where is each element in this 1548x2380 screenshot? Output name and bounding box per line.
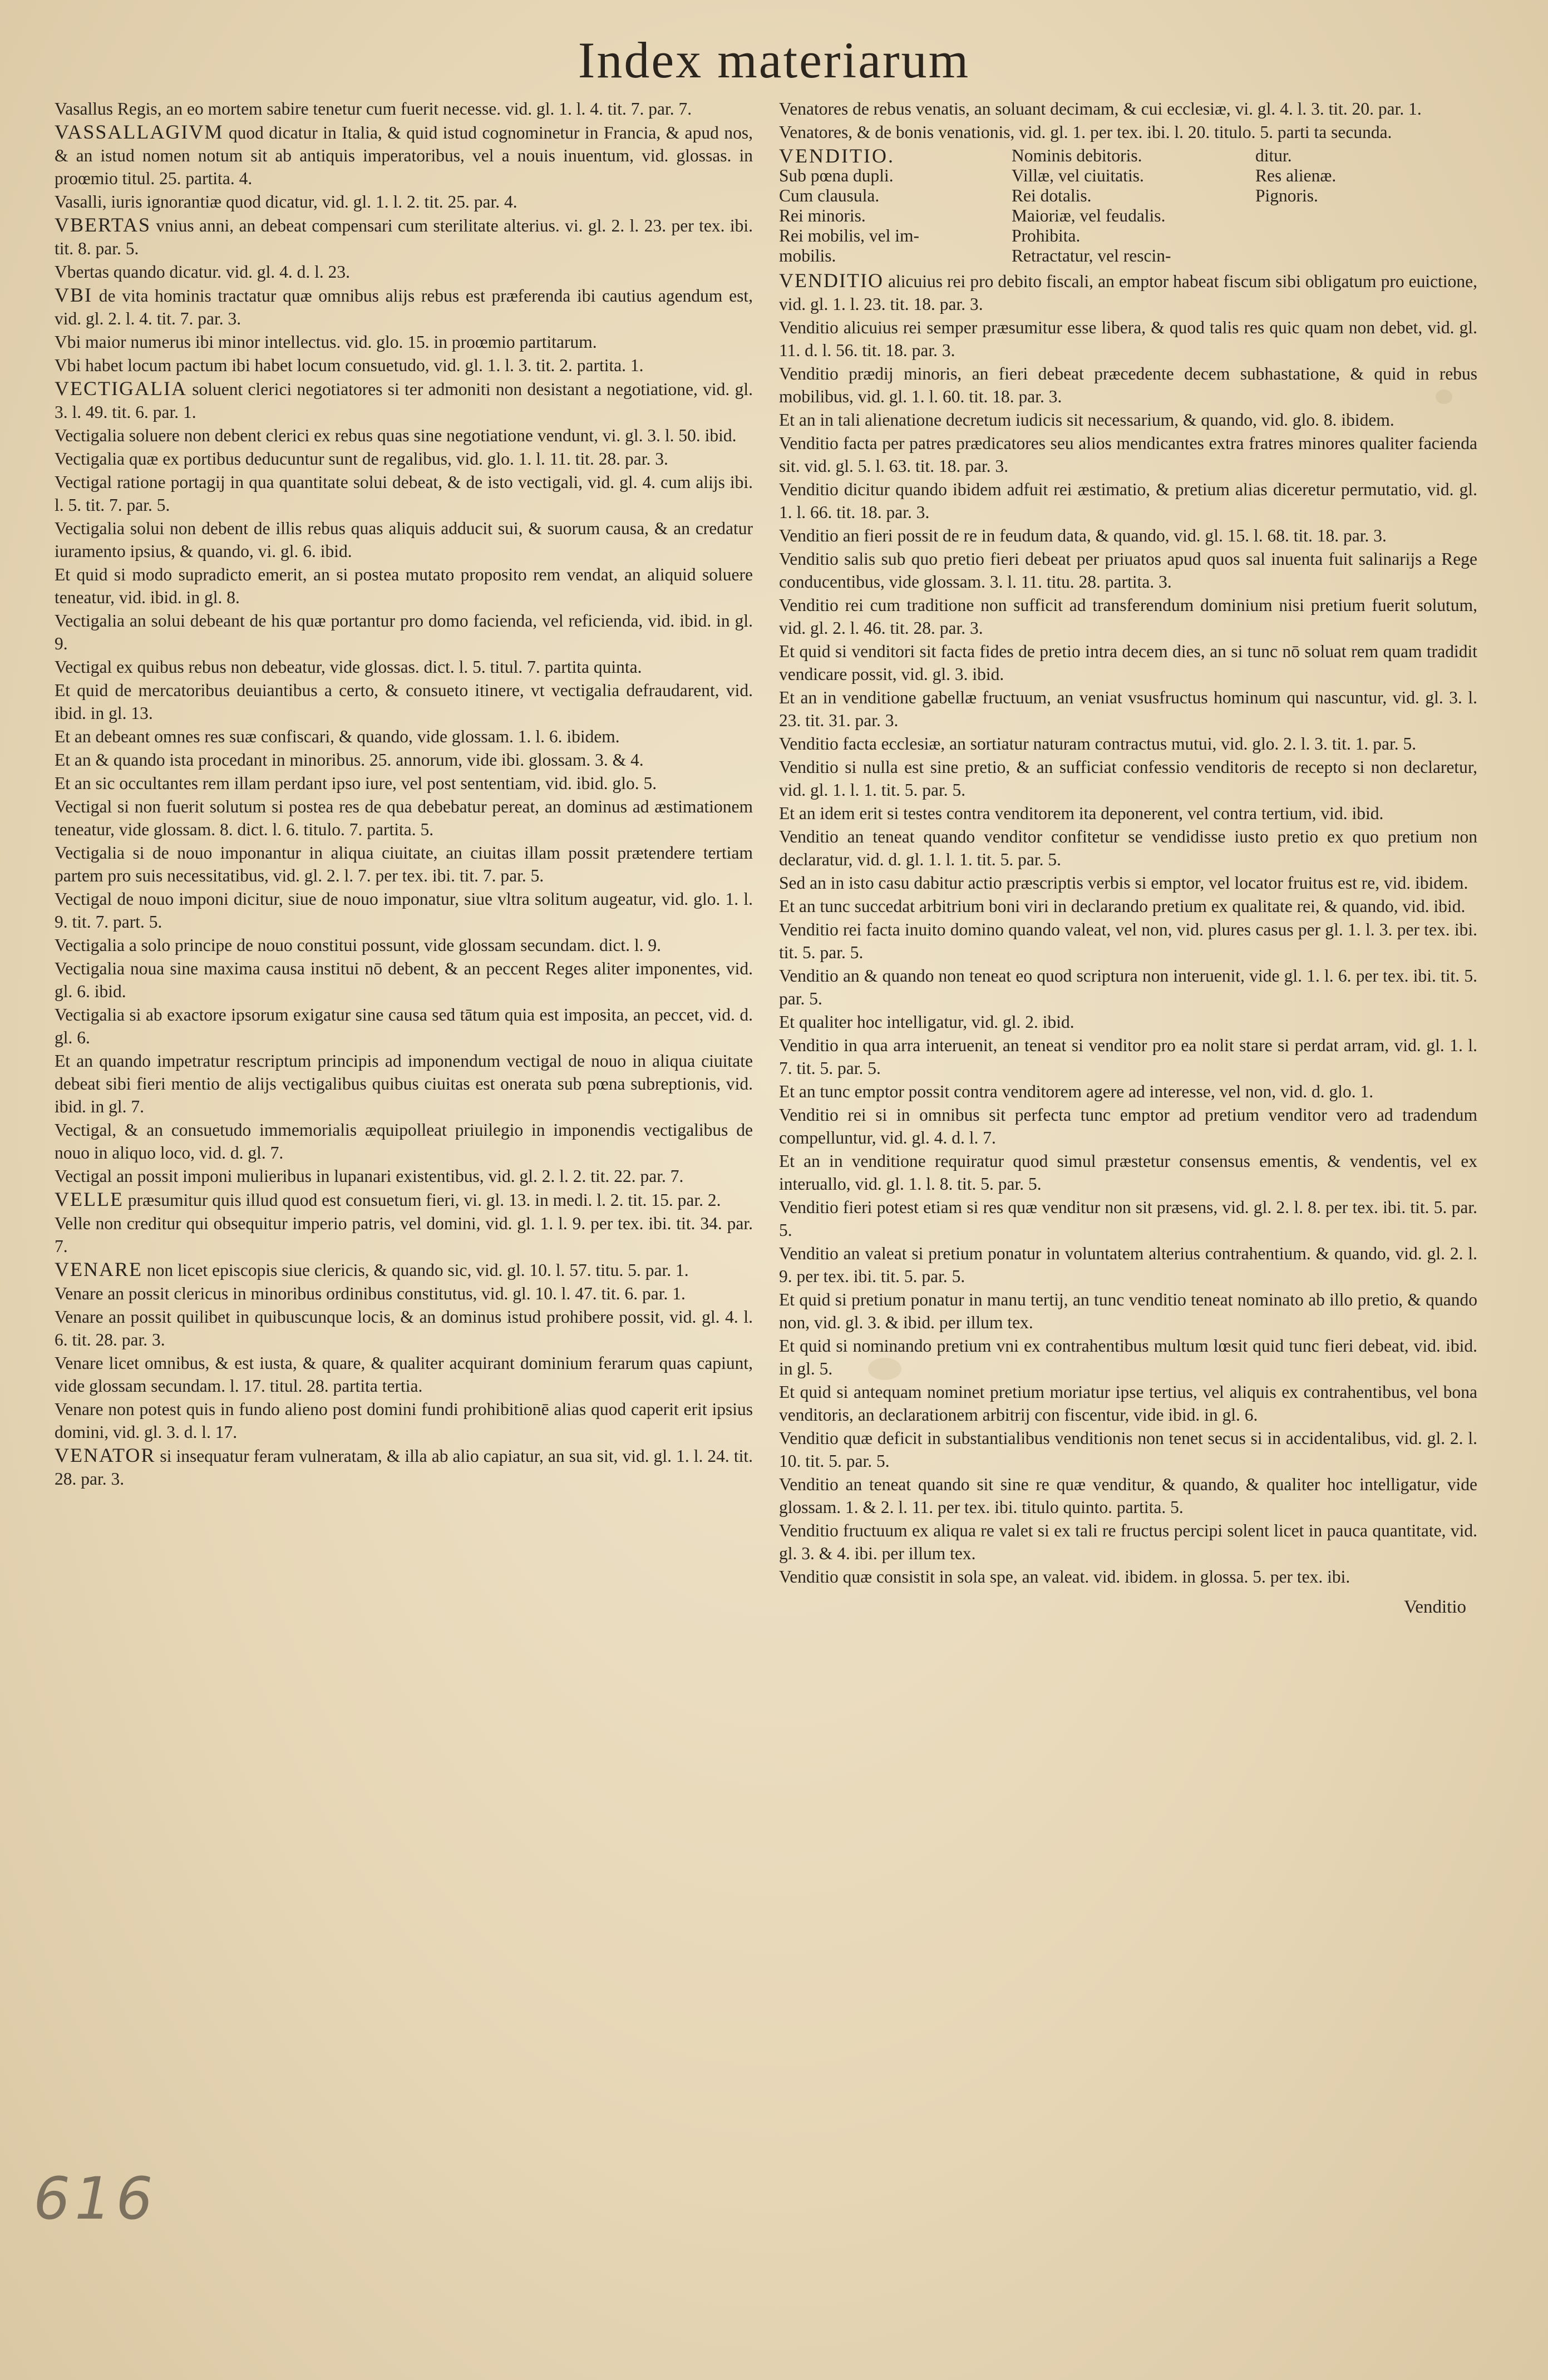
entry-text: Et an quando impetratur rescriptum principis ad imponendum vectigal de nouo in aliqua ciuitate debeat sibi fieri mentio de alijs vectigalibus quibus ciuitas est onerata sub pœna subreptionis, vid. ibid. in gl. 7.: [55, 1051, 753, 1116]
entry-text: Venare an possit quilibet in quibuscunque locis, & an dominus istud prohibere possit, vid. gl. 4. l. 6. tit. 28. par. 3.: [55, 1307, 753, 1349]
entry-text: Venditio an teneat quando venditor confitetur se vendidisse iusto pretio ex quo pretium non declaratur, vid. d. gl. 1. l. 1. tit. 5. par. 5.: [779, 827, 1477, 869]
index-entry: [779, 825, 1477, 871]
index-entry: [779, 1103, 1477, 1149]
entry-text: Vectigal ex quibus rebus non debeatur, vide glossas. dict. l. 5. titul. 7. partita quinta.: [55, 657, 642, 677]
index-entry: [779, 1381, 1477, 1426]
entry-text: Vectigal ratione portagij in qua quantitate solui debeat, & de isto vectigali, vid. gl. 4. cum alijs ibi. l. 5. tit. 7. par. 5.: [55, 472, 753, 515]
entry-text: Venare non potest quis in fundo alieno post domini fundi prohibitionē alias quod caperit erit ipsius domini, vid. gl. 3. d. l. 17.: [55, 1400, 753, 1442]
index-entry: [55, 517, 753, 563]
entry-text: Vectigalia si ab exactore ipsorum exigatur sine causa sed tātum quia est imposita, an peccet, vid. d. gl. 6.: [55, 1005, 753, 1047]
index-entry: [55, 214, 753, 260]
right-column-entries: [779, 269, 1477, 1588]
index-entry: [779, 1427, 1477, 1472]
entry-text: Velle non creditur qui obsequitur imperio patris, vel domini, vid. gl. 1. l. 9. per tex. ibi. tit. 34. par. 7.: [55, 1214, 753, 1256]
venditio-type-cell: Pignoris.: [1255, 186, 1318, 205]
index-entry: [55, 725, 753, 748]
entry-text: Venditio salis sub quo pretio fieri debeat per priuatos apud quos sal inuenta fuit salinarijs a Rege conducentibus, vide glossam. 3. l. 11. titu. 28. partita. 3.: [779, 549, 1477, 592]
index-entry: [779, 1473, 1477, 1519]
entry-text: Et an in venditione requiratur quod simul præstetur consensus ementis, & vendentis, vel ex interuallo, vid. gl. 1. l. 8. tit. 5. par. 5.: [779, 1151, 1477, 1194]
index-entry: [779, 1034, 1477, 1080]
index-entry: [55, 1212, 753, 1258]
left-column: [55, 97, 753, 1491]
index-entry: [55, 1305, 753, 1351]
entry-headword: VENDITIO: [779, 269, 884, 292]
index-entry: [779, 1519, 1477, 1565]
venditio-type-cell: mobilis.: [779, 246, 836, 265]
entry-text: Et quid si modo supradicto emerit, an si postea mutato proposito rem vendat, an aliquid soluere teneatur, vid. ibid. in gl. 8.: [55, 565, 753, 607]
index-entry: [55, 656, 753, 678]
entry-text: Venditio an teneat quando sit sine re quæ venditur, & quando, & qualiter hoc intelligatur, vide glossam. 1. & 2. l. 11. per tex. ibi. titulo quinto. partita. 5.: [779, 1475, 1477, 1517]
index-entry: [55, 563, 753, 609]
index-entry: [55, 957, 753, 1003]
venditio-type-cell: Nominis debitoris.: [1012, 146, 1142, 165]
entry-text: Et quid si pretium ponatur in manu tertij, an tunc venditio teneat nominato ab illo pretio, & quando non, vid. gl. 3. & ibid. per illum tex.: [779, 1290, 1477, 1332]
entry-text: Vbi maior numerus ibi minor intellectus. vid. glo. 15. in proœmio partitarum.: [55, 332, 597, 352]
entry-text: Vectigalia solui non debent de illis rebus quas aliquis adducit sui, & suorum causa, & an credatur iuramento ipsius, & quando, vi. gl. 6. ibid.: [55, 519, 753, 561]
index-entry: [55, 1352, 753, 1397]
index-entry: [55, 1003, 753, 1049]
index-entry: [55, 121, 753, 190]
entry-text: Venditio an valeat si pretium ponatur in voluntatem alterius contrahentium. & quando, vid. gl. 2. l. 9. per tex. ibi. tit. 5. par. 5.: [779, 1244, 1477, 1286]
entry-text: Venditio si nulla est sine pretio, & an sufficiat confessio venditoris de recepto si non declaretur, vid. gl. 1. l. 1. tit. 5. par. 5.: [779, 757, 1477, 800]
entry-text: soluent clerici negotiatores si ter admoniti non desistant a negotiatione, vid. gl. 3. l. 49. tit. 6. par. 1.: [55, 380, 753, 422]
index-entry: [55, 1282, 753, 1305]
index-entry: [55, 1049, 753, 1118]
index-entry: [779, 1242, 1477, 1288]
venditio-type-cell: Rei minoris.: [779, 206, 866, 225]
handwritten-folio-number: 616: [33, 2165, 157, 2233]
index-entry: [55, 772, 753, 795]
entry-text: quod dicatur in Italia, & quid istud cognominetur in Francia, & apud nos, & an istud nomen notum sit ab antiquis imperatoribus, vel a nouis inuentum, vid. glossas. in proœmio titul. 25. partita. 4.: [55, 123, 753, 188]
entry-text: Venditio alicuius rei semper præsumitur esse libera, & quod talis res quic quam non debet, vid. gl. 11. d. l. 56. tit. 18. par. 3.: [779, 318, 1477, 360]
entry-text: Et an idem erit si testes contra venditorem ita deponerent, vel contra tertium, vid. ibid.: [779, 804, 1384, 823]
entry-text: Et quid si nominando pretium vni ex contrahentibus multum lœsit quid tunc fieri debeat, vid. ibid. in gl. 5.: [779, 1336, 1477, 1378]
entry-text: Venditio quæ deficit in substantialibus venditionis non tenet secus si in accidentalibus, vid. gl. 2. l. 10. tit. 5. par. 5.: [779, 1428, 1477, 1471]
index-entry: [55, 1258, 753, 1282]
page-title: Index materiarum: [578, 32, 970, 88]
entry-headword: VELLE: [55, 1188, 124, 1210]
index-entry: [779, 895, 1477, 918]
venditio-type-cell: Prohibita.: [1012, 226, 1081, 245]
entry-text: Et an in tali alienatione decretum iudicis sit necessarium, & quando, vid. glo. 8. ibidem.: [779, 410, 1394, 430]
entry-text: si insequatur feram vulneratam, & illa ab alio capiatur, an sua sit, vid. gl. 1. l. 24. tit. 28. par. 3.: [55, 1446, 753, 1489]
index-entry: [55, 377, 753, 423]
index-entry: [779, 524, 1477, 547]
index-entry: [779, 1150, 1477, 1195]
entry-text: Vectigalia a solo principe de nouo constitui possunt, vide glossam secundam. dict. l. 9.: [55, 935, 662, 955]
index-entry: [55, 284, 753, 330]
venditio-type-cell: Villæ, vel ciuitatis.: [1012, 166, 1144, 185]
index-entry: [55, 748, 753, 771]
index-entry: [779, 964, 1477, 1010]
entry-text: Vasalli, iuris ignorantiæ quod dicatur, vid. gl. 1. l. 2. tit. 25. par. 4.: [55, 192, 517, 211]
entry-text: Vbi habet locum pactum ibi habet locum consuetudo, vid. gl. 1. l. 3. tit. 2. partita. 1.: [55, 356, 644, 375]
entry-text: Et an in venditione gabellæ fructuum, an veniat vsusfructus hominum qui nascuntur, vid. gl. 3. l. 23. tit. 31. par. 3.: [779, 688, 1477, 730]
index-entry: [55, 888, 753, 933]
right-column-top-entries: [779, 97, 1477, 144]
entry-text: Vbertas quando dicatur. vid. gl. 4. d. l. 23.: [55, 262, 351, 282]
entry-text: Et an tunc succedat arbitrium boni viri in declarando pretium ex qualitate rei, & quando, vid. ibid.: [779, 896, 1466, 916]
index-entry: [55, 97, 753, 120]
entry-text: Venditio an fieri possit de re in feudum data, & quando, vid. gl. 15. l. 68. tit. 18. par. 3.: [779, 526, 1387, 545]
entry-text: Et an sic occultantes rem illam perdant ipso iure, vel post sententiam, vid. ibid. glo. 5.: [55, 773, 657, 793]
index-entry: [55, 354, 753, 377]
entry-text: Vectigalia an solui debeant de his quæ portantur pro domo facienda, vel reficienda, vid. ibid. in gl. 9.: [55, 611, 753, 653]
entry-text: Venare an possit clericus in minoribus ordinibus constitutus, vid. gl. 10. l. 47. tit. 6. par. 1.: [55, 1284, 686, 1303]
index-entry: [55, 447, 753, 470]
entry-text: Vectigal si non fuerit solutum si postea res de qua debebatur pereat, an dominus ad æstimationem teneatur, vide glossam. 8. dict. l. 6. titulo. 7. partita. 5.: [55, 797, 753, 839]
venditio-type-cell: [1255, 246, 1478, 266]
entry-headword: VENARE: [55, 1258, 142, 1280]
entry-headword: VBERTAS: [55, 214, 151, 236]
venditio-type-cell: Retractatur, vel rescin-: [1012, 246, 1171, 265]
venditio-type-cell: Sub pœna dupli.: [779, 166, 894, 185]
index-entry: [779, 269, 1477, 316]
entry-text: Et qualiter hoc intelligatur, vid. gl. 2. ibid.: [779, 1012, 1074, 1032]
entry-text: non licet episcopis siue clericis, & quando sic, vid. gl. 10. l. 57. titu. 5. par. 1.: [142, 1260, 689, 1280]
entry-text: Vectigal, & an consuetudo immemorialis æquipolleat priuilegio in imponendis vectigalibus de nouo in aliquo loco, vid. d. gl. 7.: [55, 1120, 753, 1162]
entry-text: Venditio fieri potest etiam si res quæ venditur non sit præsens, vid. gl. 2. l. 8. per tex. ibi. tit. 5. par. 5.: [779, 1198, 1477, 1240]
venditio-type-cell: ditur.: [1255, 146, 1292, 165]
venditio-type-cell: [1255, 206, 1478, 226]
venditio-type-cell: Cum clausula.: [779, 186, 880, 205]
entry-text: Venare licet omnibus, & est iusta, & quare, & qualiter acquirant dominium ferarum quas capiunt, vide glossam secundam. l. 17. titul. 28. partita tertia.: [55, 1353, 753, 1396]
entry-text: Vectigal de nouo imponi dicitur, siue de nouo imponatur, siue vltra solitum augeatur, vid. glo. 1. l. 9. tit. 7. part. 5.: [55, 889, 753, 932]
venditio-type-cell: Maioriæ, vel feudalis.: [1012, 206, 1166, 225]
index-entry: [55, 934, 753, 957]
index-entry: [779, 1334, 1477, 1380]
index-entry: [55, 1118, 753, 1164]
entry-headword: VECTIGALIA: [55, 377, 187, 400]
entry-text: Venatores de rebus venatis, an soluant decimam, & cui ecclesiæ, vi. gl. 4. l. 3. tit. 20. par. 1.: [779, 99, 1422, 119]
entry-text: Vasallus Regis, an eo mortem sabire tenetur cum fuerit necesse. vid. gl. 1. l. 4. tit. 7. par. 7.: [55, 99, 692, 119]
entry-text: Vectigalia soluere non debent clerici ex rebus quas sine negotiatione vendunt, vi. gl. 3. l. 50. ibid.: [55, 426, 737, 445]
index-entry: [55, 190, 753, 213]
index-entry: [55, 1398, 753, 1443]
index-entry: [779, 756, 1477, 801]
entry-text: Vectigalia noua sine maxima causa institui nō debent, & an peccent Reges aliter imponentes, vid. gl. 6. ibid.: [55, 959, 753, 1001]
index-entry: [779, 408, 1477, 431]
venditio-type-cell: Rei dotalis.: [1012, 186, 1092, 205]
index-entry: [779, 362, 1477, 408]
right-column: [779, 97, 1477, 1619]
index-entry: [55, 260, 753, 283]
entry-text: Venditio quæ consistit in sola spe, an valeat. vid. ibidem. in glossa. 5. per tex. ibi.: [779, 1567, 1350, 1586]
index-entry: [55, 1188, 753, 1211]
entry-text: Venditio fructuum ex aliqua re valet si ex tali re fructus percipi solent licet in pauca quantitate, vid. gl. 3. & 4. ibi. per illum tex.: [779, 1521, 1477, 1563]
index-entry: [779, 918, 1477, 964]
index-entry: [55, 424, 753, 447]
index-entry: [55, 795, 753, 841]
index-entry: [779, 548, 1477, 593]
index-entry: [779, 316, 1477, 362]
entry-text: Vectigalia si de nouo imponantur in aliqua ciuitate, an ciuitas illam possit prætendere tertiam partem pro suis necessitatibus, vid. gl. 2. l. 7. per tex. ibi. tit. 7. par. 5.: [55, 843, 753, 885]
venditio-type-cell: Rei mobilis, vel im-: [779, 226, 919, 245]
entry-text: alicuius rei pro debito fiscali, an emptor habeat fiscum sibi obligatum pro euictione, vid. gl. 1. l. 23. tit. 18. par. 3.: [779, 272, 1477, 314]
entry-text: præsumitur quis illud quod est consuetum fieri, vi. gl. 13. in medi. l. 2. tit. 15. par. 2.: [123, 1190, 721, 1210]
entry-text: de vita hominis tractatur quæ omnibus alijs rebus est præferenda ibi cautius agendum est, vid. gl. 2. l. 4. tit. 7. par. 3.: [55, 286, 753, 328]
entry-text: Et quid de mercatoribus deuiantibus a certo, & consueto itinere, vt vectigalia defraudarent, vid. ibid. in gl. 13.: [55, 681, 753, 723]
entry-text: Venditio rei si in omnibus sit perfecta tunc emptor ad pretium venditor vero ad tradendum compelluntur, vid. gl. 4. d. l. 7.: [779, 1105, 1477, 1147]
entry-text: Et quid si antequam nominet pretium moriatur ipse tertius, vel aliquis ex contrahentibus, vel bona venditoris, an declarationem arbitrij con fiscentur, vide ibid. in gl. 6.: [779, 1382, 1477, 1425]
entry-text: vnius anni, an debeat compensari cum sterilitate alterius. vi. gl. 2. l. 23. per tex. ibi. tit. 8. par. 5.: [55, 216, 753, 258]
entry-headword: VENATOR: [55, 1444, 156, 1466]
index-entry: [55, 679, 753, 725]
index-entry: [779, 1011, 1477, 1033]
entry-text: Venditio dicitur quando ibidem adfuit rei æstimatio, & pretium alias diceretur permutatio, vid. gl. 1. l. 66. tit. 18. par. 3.: [779, 480, 1477, 522]
catchword: Venditio: [1404, 1597, 1466, 1617]
index-entry: [55, 609, 753, 655]
index-entry: [779, 640, 1477, 686]
index-entry: [779, 871, 1477, 894]
index-entry: [779, 1565, 1477, 1588]
entry-text: Venatores, & de bonis venationis, vid. gl. 1. per tex. ibi. l. 20. titulo. 5. parti ta secunda.: [779, 122, 1392, 142]
index-entry: [779, 478, 1477, 524]
index-entry: [779, 594, 1477, 639]
entry-text: Et an & quando ista procedant in minoribus. 25. annorum, vide ibi. glossam. 3. & 4.: [55, 750, 644, 770]
entry-headword: VBI: [55, 284, 92, 306]
index-entry: [55, 331, 753, 353]
entry-text: Venditio an & quando non teneat eo quod scriptura non interuenit, vide gl. 1. l. 6. per tex. ibi. tit. 5. par. 5.: [779, 966, 1477, 1008]
index-entry: [779, 1196, 1477, 1241]
entry-text: Venditio rei cum traditione non sufficit ad transferendum dominium nisi pretium fuerit solutum, vid. gl. 2. l. 46. tit. 28. par. 3.: [779, 595, 1477, 638]
entry-text: Sed an in isto casu dabitur actio præscriptis verbis si emptor, vel locator fruitus est re, vid. ibidem.: [779, 873, 1468, 893]
index-entry: [55, 1444, 753, 1490]
index-entry: [779, 732, 1477, 755]
index-entry: [779, 1288, 1477, 1334]
entry-text: Venditio facta per patres prædicatores seu alios mendicantes extra fratres minores qualiter facienda sit. vid. gl. 5. l. 63. tit. 18. par. 3.: [779, 433, 1477, 476]
entry-text: Venditio prædij minoris, an fieri debeat præcedente decem subhastatione, & quid in rebus mobilibus, vid. gl. 1. l. 60. tit. 18. par. 3.: [779, 364, 1477, 406]
index-entry: [779, 1080, 1477, 1103]
entry-text: Venditio rei facta inuito domino quando valeat, vel non, vid. plures casus per gl. 1. l. 3. per tex. ibi. tit. 5. par. 5.: [779, 920, 1477, 962]
entry-text: Vectigal an possit imponi mulieribus in lupanari existentibus, vid. gl. 2. l. 2. tit. 22. par. 7.: [55, 1166, 684, 1186]
entry-text: Venditio in qua arra interuenit, an teneat si venditor pro ea nolit stare si perdat arram, vid. gl. 1. l. 7. tit. 5. par. 5.: [779, 1036, 1477, 1078]
venditio-types-table: [779, 146, 1477, 266]
index-entry: [779, 432, 1477, 477]
venditio-type-cell: VENDITIO.: [779, 145, 895, 167]
entry-text: Et quid si venditori sit facta fides de pretio intra decem dies, an si tunc nō soluat rem quam tradidit vendicare possit, vid. gl. 3. ibid.: [779, 642, 1477, 684]
venditio-type-cell: Res alienæ.: [1255, 166, 1337, 185]
entry-text: Venditio facta ecclesiæ, an sortiatur naturam contractus mutui, vid. glo. 2. l. 3. tit. 1. par. 5.: [779, 734, 1417, 753]
entry-text: Vectigalia quæ ex portibus deducuntur sunt de regalibus, vid. glo. 1. l. 11. tit. 28. par. 3.: [55, 449, 668, 469]
index-entry: [779, 686, 1477, 732]
index-entry: [55, 841, 753, 887]
index-entry: [55, 471, 753, 516]
entry-text: Et an tunc emptor possit contra venditorem agere ad interesse, vel non, vid. d. glo. 1.: [779, 1082, 1374, 1101]
entry-text: Et an debeant omnes res suæ confiscari, & quando, vide glossam. 1. l. 6. ibidem.: [55, 727, 620, 746]
index-entry: [55, 1165, 753, 1187]
index-entry: [779, 802, 1477, 825]
index-entry: [779, 121, 1477, 144]
index-entry: [779, 97, 1477, 120]
entry-headword: VASSALLAGIVM: [55, 121, 224, 143]
venditio-type-cell: [1255, 226, 1478, 246]
